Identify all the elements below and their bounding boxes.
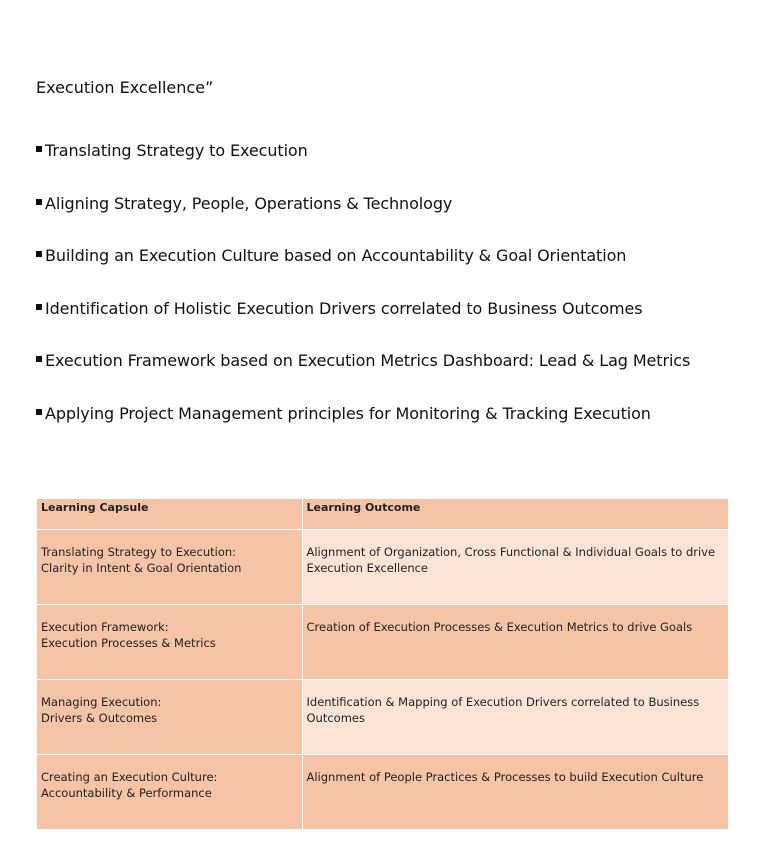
- cell-line: Alignment of Organization, Cross Functional & Individual Goals to drive: [306, 545, 716, 559]
- column-header-outcome: Learning Outcome: [302, 499, 728, 530]
- cell-line: Identification & Mapping of Execution Drivers correlated to Business: [306, 695, 700, 709]
- bullet-item: [36, 403, 690, 456]
- bullet-text: Aligning Strategy, People, Operations & Technology: [45, 193, 453, 213]
- column-header-capsule: Learning Capsule: [37, 499, 302, 530]
- bullet-list: [36, 140, 690, 455]
- cell-line: Accountability & Performance: [41, 786, 212, 800]
- bullet-text: Execution Framework based on Execution Metrics Dashboard: Lead & Lag Metrics: [45, 351, 691, 370]
- capsule-cell: [37, 680, 302, 755]
- cell-line: Creating an Execution Culture:: [41, 770, 218, 784]
- bullet-text: Identification of Holistic Execution Drivers correlated to Business Outcomes: [45, 298, 643, 318]
- cell-line: Translating Strategy to Execution:: [41, 545, 237, 559]
- square-bullet-icon: [36, 356, 42, 362]
- outcome-cell: [302, 530, 728, 605]
- table-header-row: [37, 499, 728, 530]
- table-row: [37, 605, 728, 680]
- table-row: [37, 755, 728, 830]
- cell-line: Managing Execution:: [41, 695, 162, 709]
- cell-line: Outcomes: [306, 711, 365, 725]
- cell-line: Execution Framework:: [41, 620, 169, 634]
- square-bullet-icon: [36, 199, 42, 205]
- square-bullet-icon: [36, 146, 42, 152]
- table-row: [37, 530, 728, 605]
- cell-line: Alignment of People Practices & Processes to build Execution Culture: [306, 770, 704, 784]
- outcome-cell: [302, 680, 728, 755]
- square-bullet-icon: [36, 251, 42, 257]
- square-bullet-icon: [36, 304, 42, 310]
- square-bullet-icon: [36, 409, 42, 415]
- capsule-cell: [37, 605, 302, 680]
- cell-line: Creation of Execution Processes & Execution Metrics to drive Goals: [306, 620, 693, 634]
- cell-line: Execution Excellence: [306, 561, 429, 575]
- bullet-text: Applying Project Management principles for Monitoring & Tracking Execution: [45, 403, 651, 423]
- capsule-cell: [37, 755, 302, 830]
- bullet-item: [36, 245, 690, 298]
- bullet-text: Translating Strategy to Execution: [45, 141, 308, 160]
- cell-line: Drivers & Outcomes: [41, 711, 158, 725]
- cell-line: Clarity in Intent & Goal Orientation: [41, 561, 242, 575]
- bullet-item: [36, 193, 690, 246]
- cell-line: Execution Processes & Metrics: [41, 636, 216, 650]
- capsule-cell: [37, 530, 302, 605]
- bullet-item: [36, 298, 690, 351]
- table-row: [37, 680, 728, 755]
- learning-table: [37, 499, 729, 830]
- outcome-cell: [302, 605, 728, 680]
- bullet-text: Building an Execution Culture based on Accountability & Goal Orientation: [45, 246, 627, 265]
- bullet-item: [36, 350, 690, 403]
- bullet-item: [36, 140, 690, 193]
- outcome-cell: [302, 755, 728, 830]
- section-heading: Execution Excellence”: [36, 78, 214, 97]
